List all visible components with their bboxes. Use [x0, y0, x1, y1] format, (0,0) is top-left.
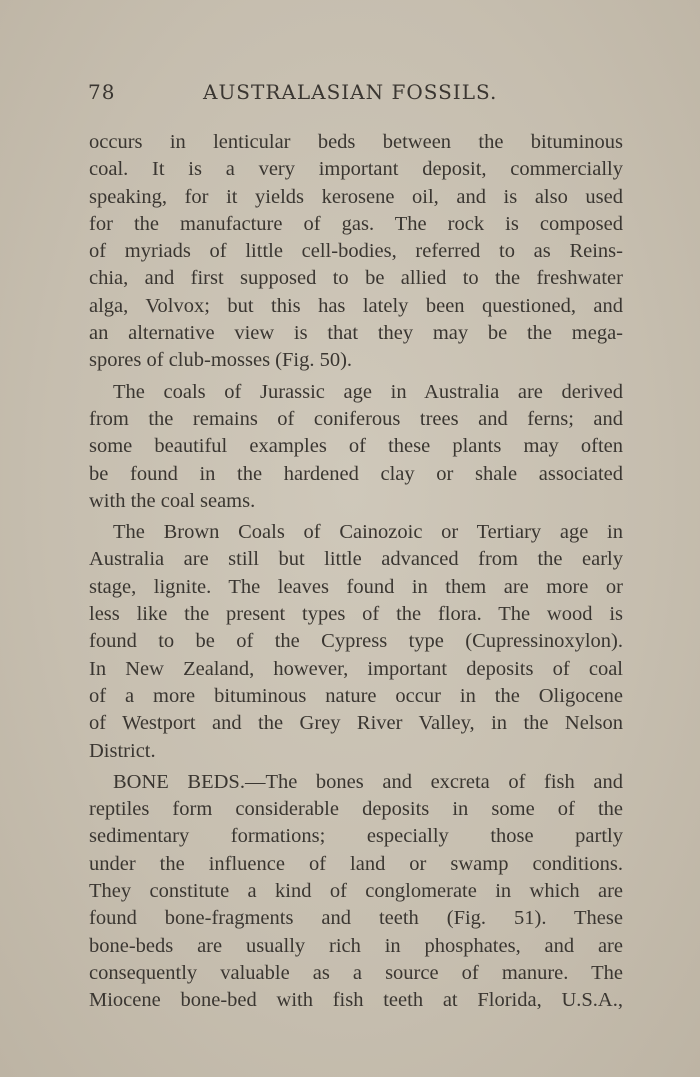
- text-line: Miocene bone-bed with fish teeth at Florida, U.S.A.,: [89, 989, 623, 1012]
- text-line: alga, Volvox; but this has lately been questioned, and: [89, 294, 623, 317]
- text-line: be found in the hardened clay or shale associated: [89, 462, 623, 485]
- text-line: bone-beds are usually rich in phosphates, and are: [89, 934, 623, 957]
- text-line: speaking, for it yields kerosene oil, and is also used: [89, 185, 623, 208]
- running-head: [88, 80, 628, 110]
- text-line: The Brown Coals of Cainozoic or Tertiary age in: [113, 521, 623, 544]
- text-line: BONE BEDS.—The bones and excreta of fish and: [113, 770, 623, 793]
- text-line: District.: [89, 739, 156, 762]
- text-line: found bone-fragments and teeth (Fig. 51). These: [89, 907, 623, 930]
- text-line: consequently valuable as a source of manure. The: [89, 961, 623, 984]
- paragraph: [89, 129, 623, 375]
- text-line: chia, and first supposed to be allied to the freshwater: [89, 267, 623, 290]
- text-line: occurs in lenticular beds between the bituminous: [89, 131, 623, 153]
- text-line: found to be of the Cypress type (Cupressinoxylon).: [89, 630, 623, 653]
- text-line: under the influence of land or swamp conditions.: [89, 852, 623, 875]
- paragraph: [89, 519, 623, 765]
- body-text: [89, 129, 623, 1015]
- text-line: from the remains of coniferous trees and ferns; and: [89, 407, 623, 430]
- text-line: of Westport and the Grey River Valley, in the Nelson: [89, 712, 623, 735]
- text-line: They constitute a kind of conglomerate in which are: [89, 880, 623, 903]
- text-line: an alternative view is that they may be the mega-: [89, 322, 623, 345]
- text-line: for the manufacture of gas. The rock is composed: [89, 212, 623, 235]
- text-line: of myriads of little cell-bodies, referred to as Reins-: [89, 240, 623, 263]
- page-number: 78: [88, 80, 116, 104]
- text-line: In New Zealand, however, important deposits of coal: [89, 657, 623, 680]
- paragraph: [89, 769, 623, 1015]
- text-line: Australia are still but little advanced from the early: [89, 548, 623, 571]
- text-line: The coals of Jurassic age in Australia are derived: [113, 380, 623, 403]
- text-line: of a more bituminous nature occur in the Oligocene: [89, 684, 623, 707]
- text-line: spores of club-mosses (Fig. 50).: [89, 349, 353, 372]
- text-line: reptiles form considerable deposits in some of the: [89, 798, 623, 821]
- text-line: some beautiful examples of these plants may often: [89, 435, 623, 458]
- text-line: coal. It is a very important deposit, commercially: [89, 158, 623, 181]
- paragraph: [89, 379, 623, 515]
- text-line: sedimentary formations; especially those partly: [89, 825, 623, 848]
- text-line: with the coal seams.: [89, 489, 256, 512]
- text-line: stage, lignite. The leaves found in them are more or: [89, 575, 623, 598]
- running-title: AUSTRALASIAN FOSSILS.: [203, 80, 498, 104]
- text-line: less like the present types of the flora. The wood is: [89, 603, 623, 626]
